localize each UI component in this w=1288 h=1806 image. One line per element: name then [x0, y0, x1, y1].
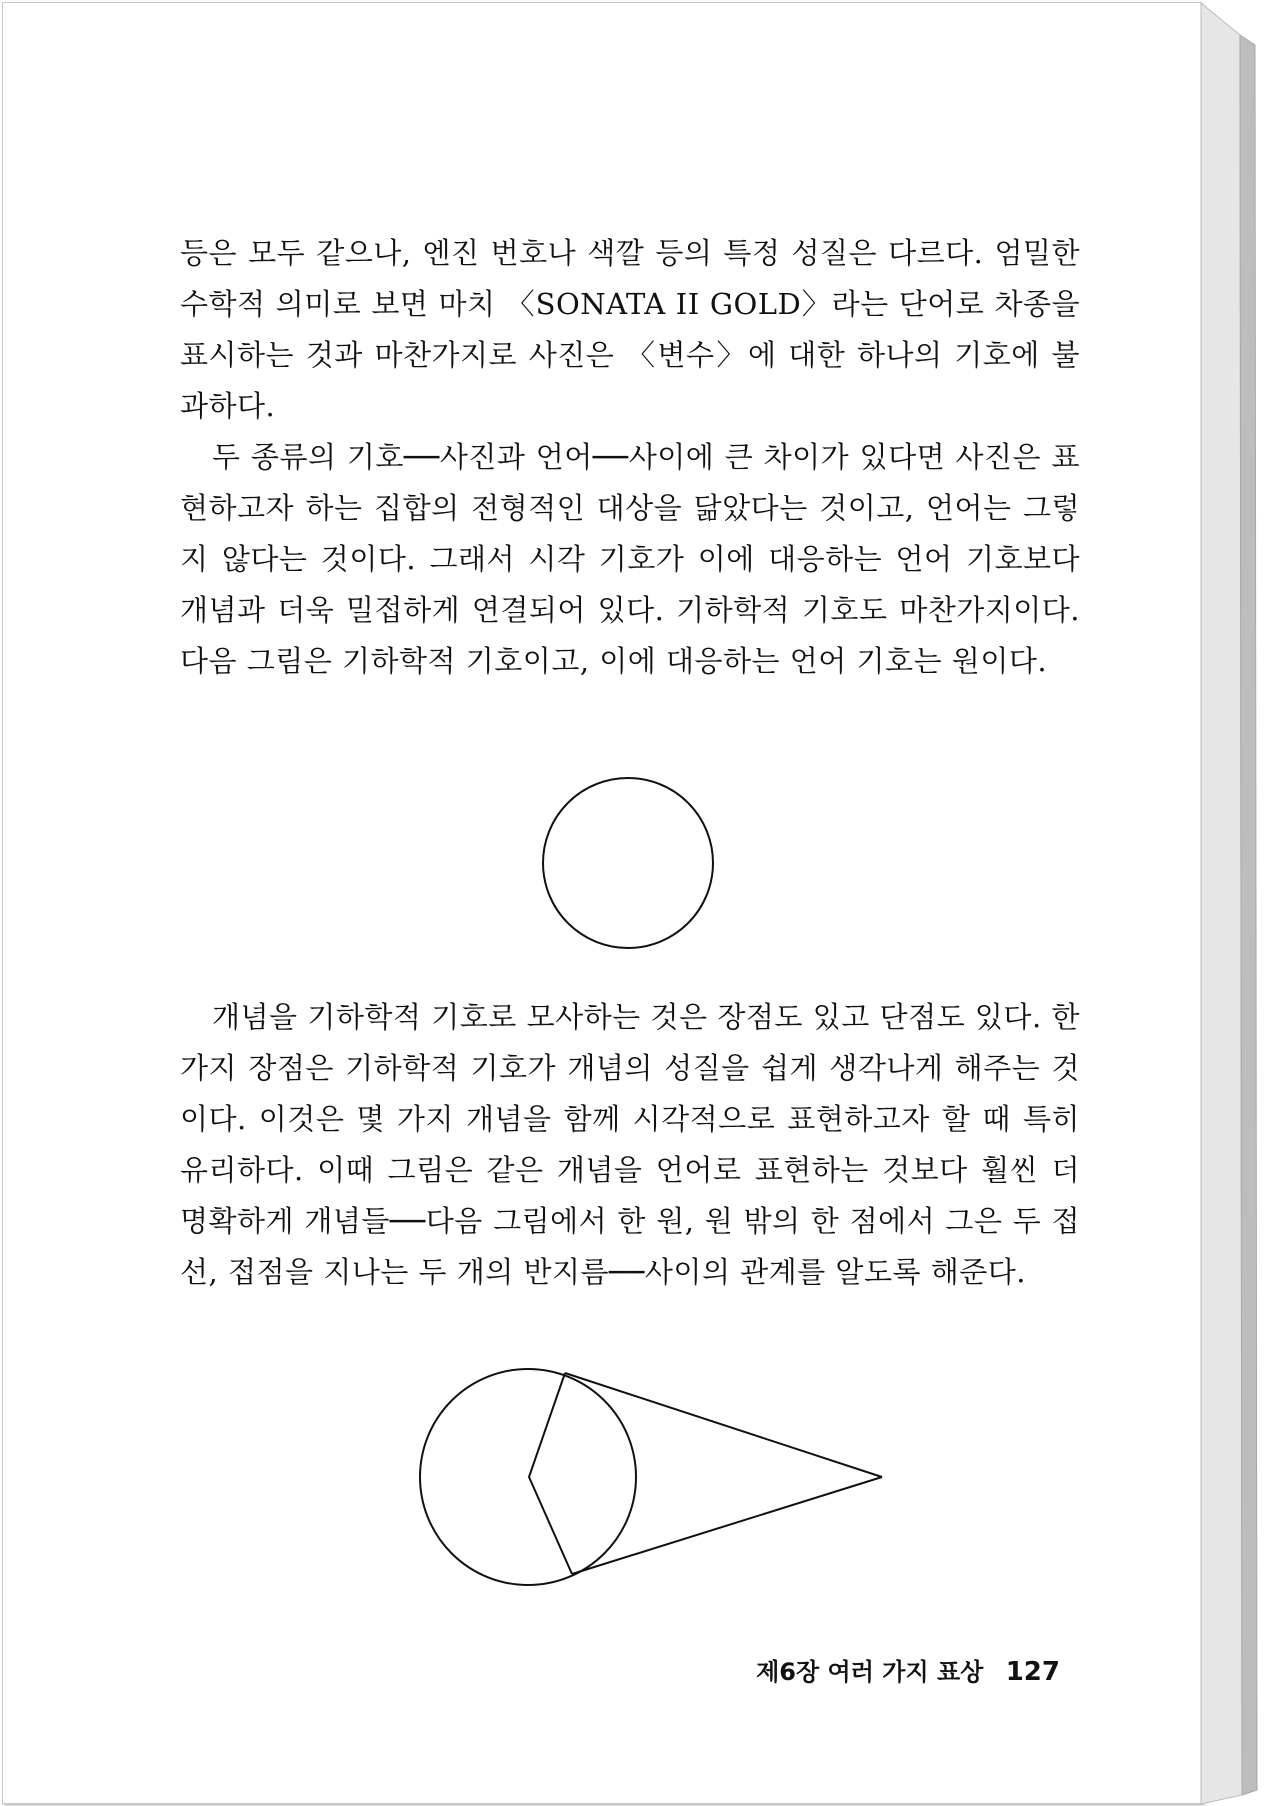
paragraph-1: 등은 모두 같으나, 엔진 번호나 색깔 등의 특정 성질은 다르다. 엄밀한 수학적 의미로 보면 마치 〈SONATA II GOLD〉라는 단어로 차종을 표시하는 것과 마찬가지로 사진은 〈변수〉에 대한 하나의 기호에 불과하다.	[180, 236, 1080, 423]
radius-lines	[529, 1373, 572, 1574]
paragraph-2: 두 종류의 기호──사진과 언어──사이에 큰 차이가 있다면 사진은 표현하고자 하는 집합의 전형적인 대상을 닮았다는 것이고, 언어는 그렇지 않다는 것이다. 그래서 시각 기호가 이에 대응하는 언어 기호보다 개념과 더욱 밀접하게 연결되어 있다. 기하학적 기호도 마찬가지이다. 다음 그림은 기하학적 기호이고, 이에 대응하는 언어 기호는 원이다.	[180, 440, 1080, 678]
tangent-line-lower	[572, 1477, 882, 1574]
paragraph-3: 개념을 기하학적 기호로 모사하는 것은 장점도 있고 단점도 있다. 한 가지 장점은 기하학적 기호가 개념의 성질을 쉽게 생각나게 해주는 것이다. 이것은 몇 가지 개념을 함께 시각적으로 표현하고자 할 때 특히 유리하다. 이때 그림은 같은 개념을 언어로 표현하는 것보다 훨씬 더 명확하게 개념들──다음 그림에서 한 원, 원 밖의 한 점에서 그은 두 접선, 접점을 지나는 두 개의 반지름──사이의 관계를 알도록 해준다.	[180, 1000, 1080, 1289]
running-footer	[730, 1652, 1060, 1687]
chapter-title: 제6장 여러 가지 표상	[756, 1658, 984, 1686]
page-number: 127	[1005, 1657, 1060, 1687]
circle-shape	[543, 778, 713, 948]
tangent-line-upper	[565, 1373, 882, 1477]
circle-figure	[540, 775, 716, 951]
tangent-figure	[415, 1365, 895, 1590]
